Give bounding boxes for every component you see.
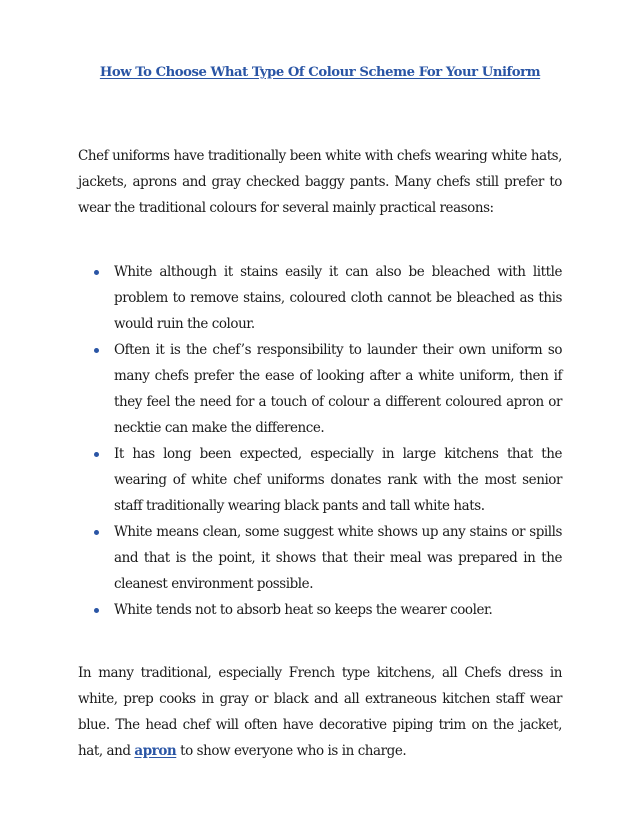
bullet-icon bbox=[94, 348, 99, 353]
closing-text-end: to show everyone who is in charge. bbox=[176, 743, 407, 759]
list-item-text: White means clean, some suggest white shows up any stains or spills and that is the point, it shows that their meal was prepared in the cleanest environment possible. bbox=[114, 524, 562, 592]
list-item-text: It has long been expected, especially in large kitchens that the wearing of white chef uniforms donates rank with the most senior staff traditionally wearing black pants and tall white hats. bbox=[114, 446, 562, 514]
intro-paragraph: Chef uniforms have traditionally been white with chefs wearing white hats, jackets, aprons and gray checked baggy pants. Many chefs still prefer to wear the traditional colours for several mainly practical reasons: bbox=[78, 148, 562, 216]
closing-paragraph bbox=[78, 660, 562, 764]
list-item bbox=[78, 597, 562, 623]
reasons-list bbox=[78, 259, 562, 623]
list-item bbox=[78, 441, 562, 519]
list-item-text: White although it stains easily it can also be bleached with little problem to remove stains, coloured cloth cannot be bleached as this would ruin the colour. bbox=[114, 264, 562, 332]
closing-text: In many traditional, especially French type kitchens, all Chefs dress in white, prep cooks in gray or black and all extraneous kitchen staff wear blue. The head chef will often have decorative piping trim on the jacket, hat, and bbox=[78, 665, 562, 759]
list-item bbox=[78, 259, 562, 337]
list-item-text: Often it is the chef’s responsibility to launder their own uniform so many chefs prefer the ease of looking after a white uniform, then if they feel the need for a touch of colour a different coloured apron or necktie can make the difference. bbox=[114, 342, 562, 436]
document-title[interactable]: How To Choose What Type Of Colour Scheme For Your Uniform bbox=[99, 65, 541, 80]
list-item bbox=[78, 337, 562, 441]
bullet-icon bbox=[94, 608, 99, 613]
list-item-text: White tends not to absorb heat so keeps the wearer cooler. bbox=[114, 602, 493, 618]
bullet-icon bbox=[94, 530, 99, 535]
list-item bbox=[78, 519, 562, 597]
bullet-icon bbox=[94, 452, 99, 457]
bullet-icon bbox=[94, 270, 99, 275]
apron-link[interactable]: apron bbox=[134, 743, 177, 759]
